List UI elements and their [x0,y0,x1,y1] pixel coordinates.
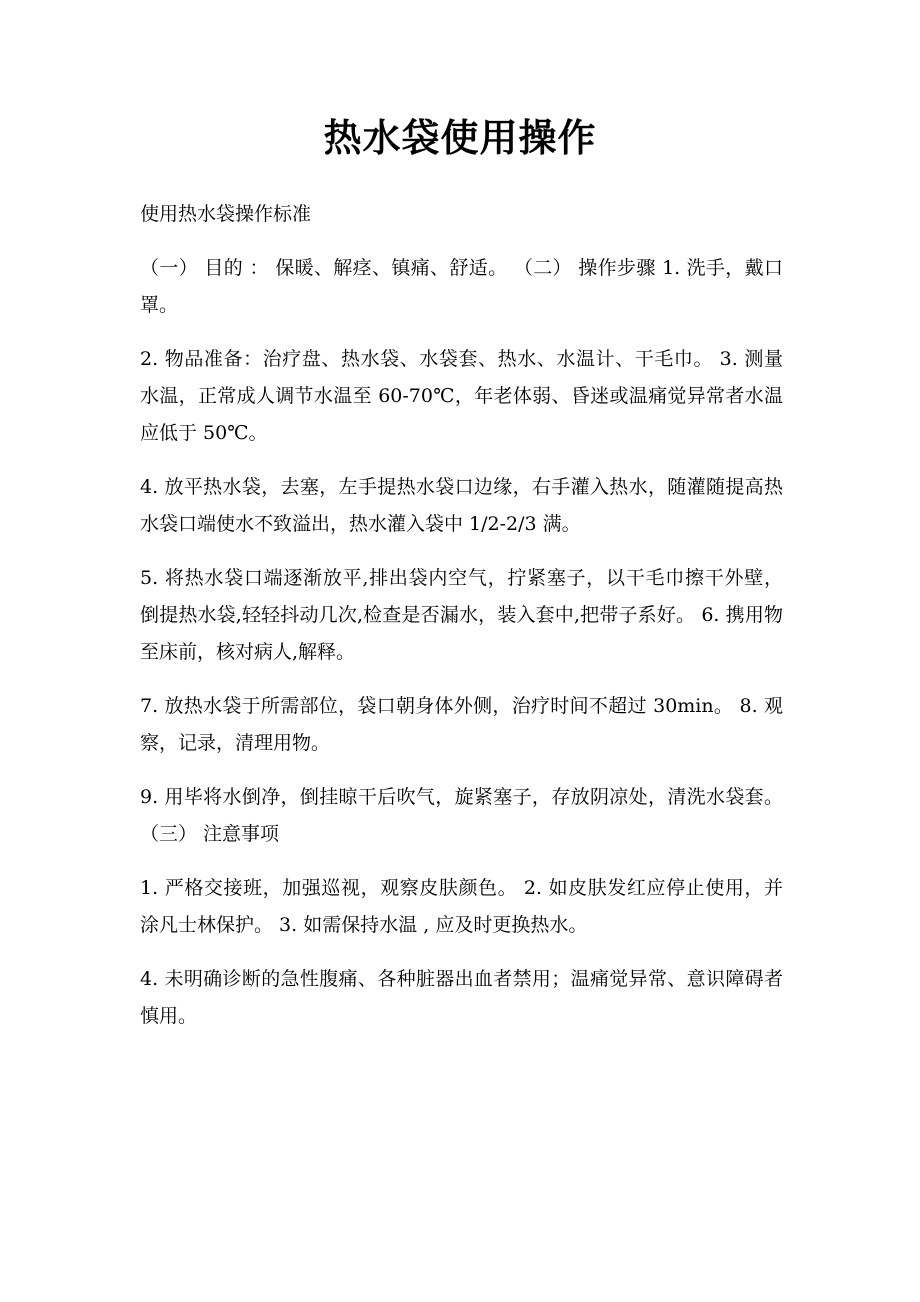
paragraph-sealing: 5. 将热水袋口端逐渐放平,排出袋内空气，拧紧塞子，以干毛巾擦干外壁， 倒提热水袋,轻轻抖动几次,检查是否漏水，装入套中,把带子系好。 6. 携用物至床前，核对病人,解释。 [140,567,783,663]
document-title: 热水袋使用操作 [323,115,597,160]
paragraph-filling: 4. 放平热水袋，去塞，左手提热水袋口边缘，右手灌入热水，随灌随提高热水袋口端使水不致溢出，热水灌入袋中 1/2-2/3 满。 [140,476,783,535]
paragraph-preparation: 2. 物品准备：治疗盘、热水袋、水袋套、热水、水温计、干毛巾。 3. 测量水温，正常成人调节水温至 60-70℃，年老体弱、昏迷或温痛觉异常者水温应低于 50℃。 [140,348,783,444]
paragraph-purpose-steps: （一） 目的 ： 保暖、解痉、镇痛、舒适。 （二） 操作步骤 1. 洗手，戴口罩。 [140,257,783,316]
paragraph-placement: 7. 放热水袋于所需部位，袋口朝身体外侧，治疗时间不超过 30min。 8. 观察，记录，清理用物。 [140,695,783,754]
paragraph-precautions: 1. 严格交接班，加强巡视，观察皮肤颜色。 2. 如皮肤发红应停止使用，并涂凡士林保护。 3. 如需保持水温 , 应及时更换热水。 [140,877,783,936]
paragraph-cleanup: 9. 用毕将水倒净，倒挂晾干后吹气，旋紧塞子，存放阴凉处，清洗水袋套。（三） 注意事项 [140,786,783,845]
section-heading: 使用热水袋操作标准 [140,203,312,225]
document-body [140,196,783,1052]
paragraph-contraindications: 4. 未明确诊断的急性腹痛、各种脏器出血者禁用；温痛觉异常、意识障碍者慎用。 [140,968,783,1027]
